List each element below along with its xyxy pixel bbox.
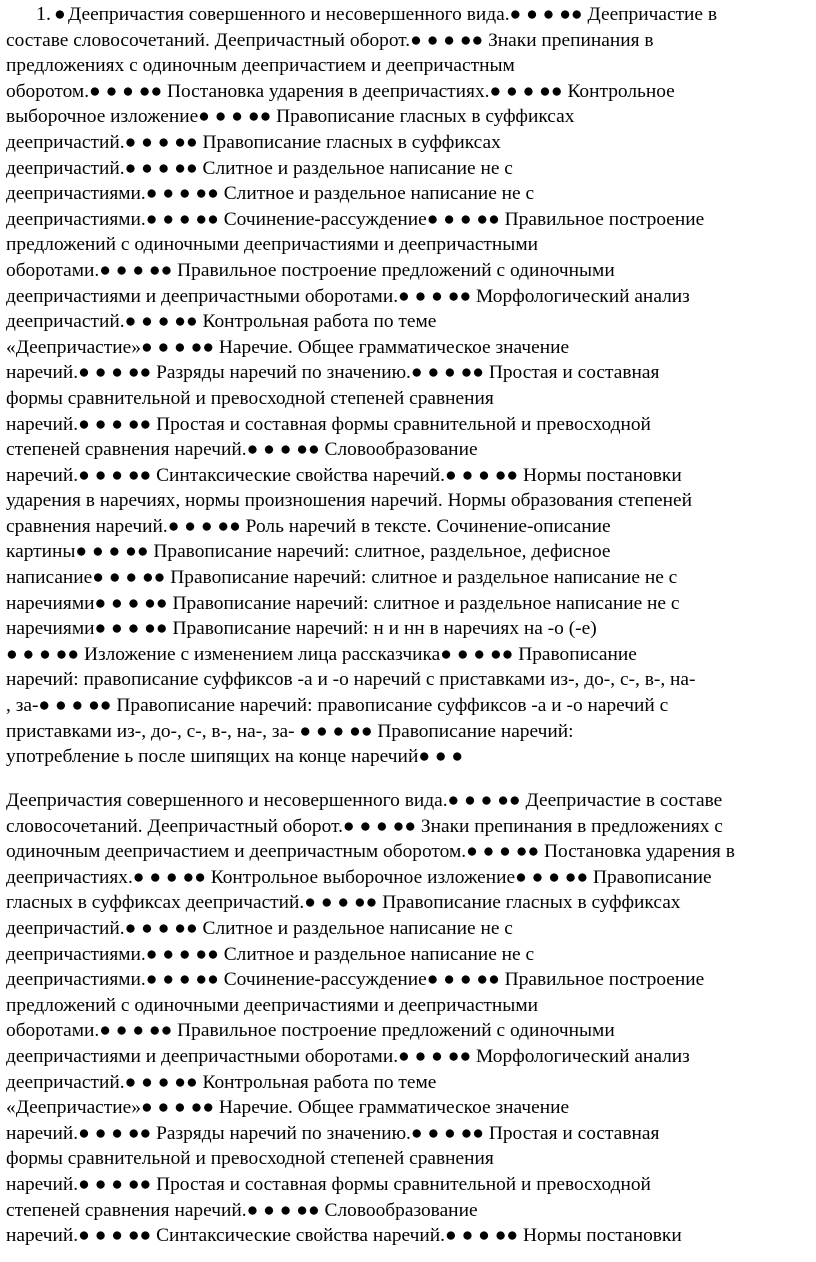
text-line-content: деепричастий.● ● ● ●● Контрольная работа по теме xyxy=(6,311,437,333)
text-line-content: наречий.● ● ● ●● Синтаксические свойства наречий.● ● ● ●● Нормы постановки xyxy=(6,1225,682,1247)
text-line xyxy=(6,181,798,207)
text-line-content: наречий.● ● ● ●● Разряды наречий по значению.● ● ● ●● Простая и составная xyxy=(6,1122,660,1144)
text-line-content: предложений с одиночными деепричастиями и деепричастными xyxy=(6,994,538,1016)
list-block-second xyxy=(6,788,798,1249)
text-line-content: словосочетаний. Деепричастный оборот.● ● ● ●● Знаки препинания в предложениях с xyxy=(6,815,723,837)
text-line xyxy=(6,1070,798,1096)
text-line xyxy=(6,967,798,993)
text-line xyxy=(6,514,798,540)
text-line xyxy=(6,1223,798,1249)
text-line xyxy=(6,79,798,105)
text-line-content: наречий.● ● ● ●● Простая и составная формы сравнительной и превосходной xyxy=(6,413,651,435)
text-line-content: деепричастий.● ● ● ●● Правописание гласных в суффиксах xyxy=(6,131,501,153)
text-line xyxy=(6,865,798,891)
text-line-content: употребление ь после шипящих на конце наречий● ● ● xyxy=(6,746,464,768)
text-line xyxy=(6,539,798,565)
text-line-content: предложениях с одиночным деепричастием и деепричастным xyxy=(6,55,515,77)
text-line xyxy=(6,1146,798,1172)
text-line-content: наречий.● ● ● ●● Простая и составная формы сравнительной и превосходной xyxy=(6,1173,651,1195)
text-line-content: «Деепричастие»● ● ● ●● Наречие. Общее грамматическое значение xyxy=(6,336,570,358)
text-line xyxy=(6,814,798,840)
text-line-content: предложений с одиночными деепричастиями и деепричастными xyxy=(6,234,538,256)
text-line-content: выборочное изложение● ● ● ●● Правописание гласных в суффиксах xyxy=(6,106,575,128)
text-line xyxy=(6,744,798,770)
text-line-content: сравнения наречий.● ● ● ●● Роль наречий в тексте. Сочинение-описание xyxy=(6,515,611,537)
text-line-content: Деепричастия совершенного и несовершенного вида.● ● ● ●● Деепричастие в xyxy=(68,4,718,25)
text-line-content: деепричастий.● ● ● ●● Слитное и раздельное написание не с xyxy=(6,917,513,939)
text-line xyxy=(6,2,798,28)
text-line xyxy=(6,437,798,463)
text-line-content: Деепричастия совершенного и несовершенного вида.● ● ● ●● Деепричастие в составе xyxy=(6,790,723,811)
text-line xyxy=(6,1172,798,1198)
text-line xyxy=(6,386,798,412)
text-line xyxy=(6,1198,798,1224)
text-line-content: формы сравнительной и превосходной степеней сравнения xyxy=(6,1148,494,1170)
text-line-content: приставками из-, до-, с-, в-, на-, за- ● ● ● ●● Правописание наречий: xyxy=(6,720,574,742)
text-line-content: оборотами.● ● ● ●● Правильное построение предложений с одиночными xyxy=(6,1020,615,1042)
text-line xyxy=(6,207,798,233)
text-line xyxy=(6,258,798,284)
text-line xyxy=(6,667,798,693)
text-line-content: ударения в наречиях, нормы произношения наречий. Нормы образования степеней xyxy=(6,490,692,512)
text-line-content: наречиями● ● ● ●● Правописание наречий: слитное и раздельное написание не с xyxy=(6,592,680,614)
bullet-icon: ● xyxy=(54,4,66,25)
text-line xyxy=(6,642,798,668)
text-line-content: степеней сравнения наречий.● ● ● ●● Словообразование xyxy=(6,1199,478,1221)
text-line xyxy=(6,53,798,79)
text-line-content: одиночным деепричастием и деепричастным оборотом.● ● ● ●● Постановка ударения в xyxy=(6,841,735,863)
text-line xyxy=(6,130,798,156)
text-line xyxy=(6,1121,798,1147)
text-line-content: деепричастиях.● ● ● ●● Контрольное выборочное изложение● ● ● ●● Правописание xyxy=(6,866,712,888)
text-line xyxy=(6,488,798,514)
text-line-content: оборотом.● ● ● ●● Постановка ударения в деепричастиях.● ● ● ●● Контрольное xyxy=(6,80,675,102)
list-number: 1. xyxy=(36,3,51,25)
text-line xyxy=(6,942,798,968)
text-line xyxy=(6,309,798,335)
text-line xyxy=(6,565,798,591)
text-line-content: «Деепричастие»● ● ● ●● Наречие. Общее грамматическое значение xyxy=(6,1097,570,1119)
text-line xyxy=(6,916,798,942)
text-line-content: оборотами.● ● ● ●● Правильное построение предложений с одиночными xyxy=(6,259,615,281)
text-line xyxy=(6,104,798,130)
text-line-content: степеней сравнения наречий.● ● ● ●● Словообразование xyxy=(6,439,478,461)
text-line xyxy=(6,890,798,916)
text-line-content: деепричастиями.● ● ● ●● Слитное и раздельное написание не с xyxy=(6,183,535,205)
text-line-content: наречий.● ● ● ●● Разряды наречий по значению.● ● ● ●● Простая и составная xyxy=(6,362,660,384)
text-line-content: деепричастий.● ● ● ●● Слитное и раздельное написание не с xyxy=(6,157,513,179)
text-line-content: написание● ● ● ●● Правописание наречий: слитное и раздельное написание не с xyxy=(6,567,678,589)
text-line-content: деепричастиями и деепричастными оборотами.● ● ● ●● Морфологический анализ xyxy=(6,1045,690,1067)
text-line-content: деепричастий.● ● ● ●● Контрольная работа по теме xyxy=(6,1071,437,1093)
text-line-content: ● ● ● ●● Изложение с изменением лица рассказчика● ● ● ●● Правописание xyxy=(6,643,637,665)
text-line-content: деепричастиями.● ● ● ●● Сочинение-рассуждение● ● ● ●● Правильное построение xyxy=(6,208,705,230)
text-line xyxy=(6,156,798,182)
text-line-content: деепричастиями.● ● ● ●● Сочинение-рассуждение● ● ● ●● Правильное построение xyxy=(6,969,705,991)
text-line-content: , за-● ● ● ●● Правописание наречий: правописание суффиксов -а и -о наречий с xyxy=(6,695,669,717)
text-line xyxy=(6,463,798,489)
text-line xyxy=(6,719,798,745)
text-line-content: наречиями● ● ● ●● Правописание наречий: н и нн в наречиях на -о (-е) xyxy=(6,618,597,640)
text-line xyxy=(6,28,798,54)
text-line xyxy=(6,1095,798,1121)
text-line-content: формы сравнительной и превосходной степеней сравнения xyxy=(6,387,494,409)
list-block-first xyxy=(6,2,798,770)
text-line xyxy=(6,360,798,386)
text-line-content: картины● ● ● ●● Правописание наречий: слитное, раздельное, дефисное xyxy=(6,541,611,563)
text-line-content: наречий.● ● ● ●● Синтаксические свойства наречий.● ● ● ●● Нормы постановки xyxy=(6,464,682,486)
text-line xyxy=(6,693,798,719)
text-line xyxy=(6,788,798,814)
text-line xyxy=(6,839,798,865)
text-line xyxy=(6,591,798,617)
text-line xyxy=(6,284,798,310)
text-line xyxy=(6,335,798,361)
text-line-content: гласных в суффиксах деепричастий.● ● ● ●● Правописание гласных в суффиксах xyxy=(6,892,681,914)
text-line-content: деепричастиями и деепричастными оборотами.● ● ● ●● Морфологический анализ xyxy=(6,285,690,307)
text-line-content: наречий: правописание суффиксов -а и -о наречий с приставками из-, до-, с-, в-, на- xyxy=(6,669,696,691)
text-line xyxy=(6,1018,798,1044)
text-line xyxy=(6,616,798,642)
text-line-content: деепричастиями.● ● ● ●● Слитное и раздельное написание не с xyxy=(6,943,535,965)
text-line xyxy=(6,412,798,438)
text-line xyxy=(6,993,798,1019)
text-line xyxy=(6,232,798,258)
text-line xyxy=(6,1044,798,1070)
text-line-content: составе словосочетаний. Деепричастный оборот.● ● ● ●● Знаки препинания в xyxy=(6,29,654,51)
